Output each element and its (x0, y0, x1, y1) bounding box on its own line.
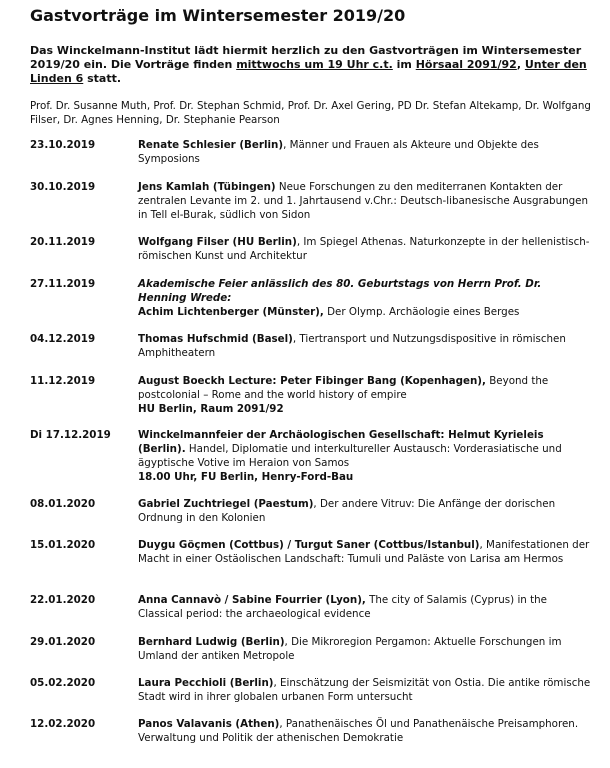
lecture-speaker: Thomas Hufschmid (Basel) (138, 333, 293, 345)
lecture-date: 04.12.2019 (30, 333, 96, 345)
lecture-description (138, 676, 592, 704)
lecture-topic: , Panathenäisches Öl und Panathenäische Preisamphoren. Verwaltung und Politik der athenischen Demokratie (138, 718, 579, 744)
lecture-topic: The city of Salamis (Cyprus) in the Classical period: the archaeological evidence (138, 594, 548, 620)
lecture-date: 23.10.2019 (30, 139, 96, 151)
lecture-description (138, 538, 592, 566)
lecture-description (138, 593, 592, 621)
organizers-list: Prof. Dr. Susanne Muth, Prof. Dr. Stephan Schmid, Prof. Dr. Axel Gering, PD Dr. Stefan Altekamp, Dr. Wolfgang Filser, Dr. Agnes Henning, Dr. Stephanie Pearson (30, 100, 591, 126)
lecture-description (138, 277, 592, 319)
lecture-date: 12.02.2020 (30, 718, 96, 730)
lecture-topic: Neue Forschungen zu den mediterranen Kontakten der zentralen Levante im 2. und 1. Jahrtausend v.Chr.: Deutsch-libanesische Ausgrabungen in Tell el-Burak, südlich von Sidon (138, 181, 589, 221)
lecture-topic: , Einschätzung der Seismizität von Ostia. Die antike römische Stadt wird in ihrer globalen urbanen Form untersucht (138, 677, 591, 703)
lecture-event: Akademische Feier anlässlich des 80. Geburtstags von Herrn Prof. Dr. Henning Wrede: (138, 278, 542, 304)
page-title: Gastvorträge im Wintersemester 2019/20 (30, 6, 406, 25)
lecture-speaker: Wolfgang Filser (HU Berlin) (138, 236, 297, 248)
lecture-description (138, 635, 592, 663)
lecture-venue: HU Berlin, Raum 2091/92 (138, 403, 284, 415)
intro-room: Hörsaal 2091/92 (415, 58, 517, 71)
lecture-date: Di 17.12.2019 (30, 429, 111, 441)
lecture-description (138, 235, 592, 263)
lecture-speaker: Achim Lichtenberger (Münster), (138, 306, 324, 318)
lecture-description (138, 180, 592, 222)
lecture-topic: , Der andere Vitruv: Die Anfänge der dorischen Ordnung in den Kolonien (138, 498, 556, 524)
lecture-date: 08.01.2020 (30, 498, 96, 510)
lecture-speaker: Gabriel Zuchtriegel (Paestum) (138, 498, 314, 510)
lecture-date: 27.11.2019 (30, 278, 96, 290)
lecture-venue: 18.00 Uhr, FU Berlin, Henry-Ford-Bau (138, 471, 354, 483)
lecture-description (138, 374, 592, 416)
lecture-speaker: Laura Pecchioli (Berlin) (138, 677, 274, 689)
lecture-speaker: Bernhard Ludwig (Berlin) (138, 636, 285, 648)
lecture-description (138, 497, 592, 525)
lecture-description (138, 717, 592, 745)
lecture-topic: Beyond the postcolonial – Rome and the world history of empire (138, 375, 549, 401)
intro-text: Das Winckelmann-Institut lädt hiermit herzlich zu den Gastvorträgen im Wintersemester 2019/20 ein. Die Vorträge finden (30, 44, 582, 71)
lecture-speaker: Panos Valavanis (Athen) (138, 718, 280, 730)
lecture-date: 11.12.2019 (30, 375, 96, 387)
lecture-speaker: Renate Schlesier (Berlin) (138, 139, 284, 151)
lecture-speaker: Winckelmannfeier der Archäologischen Gesellschaft: Helmut Kyrieleis (Berlin). (138, 429, 544, 455)
intro-text: statt. (83, 72, 122, 85)
lecture-date: 15.01.2020 (30, 539, 96, 551)
lecture-topic: , Tiertransport und Nutzungsdispositive in römischen Amphitheatern (138, 333, 566, 359)
lecture-speaker: Duygu Göçmen (Cottbus) / Turgut Saner (Cottbus/Istanbul) (138, 539, 480, 551)
intro-time: mittwochs um 19 Uhr c.t. (236, 58, 393, 71)
lecture-description (138, 332, 592, 360)
intro-paragraph (30, 44, 596, 86)
lecture-speaker: August Boeckh Lecture: Peter Fibinger Bang (Kopenhagen), (138, 375, 486, 387)
lecture-date: 22.01.2020 (30, 594, 96, 606)
lecture-date: 20.11.2019 (30, 236, 96, 248)
lecture-topic: , Im Spiegel Athenas. Naturkonzepte in der hellenistisch-römischen Kunst und Architektur (138, 236, 590, 262)
lecture-speaker: Anna Cannavò / Sabine Fourrier (Lyon), (138, 594, 366, 606)
lecture-description (138, 138, 592, 166)
intro-text: im (392, 58, 416, 71)
lecture-topic: , Manifestationen der Macht in einer Ostäolischen Landschaft: Tumuli und Paläste von Larisa am Hermos (138, 539, 590, 565)
lecture-date: 05.02.2020 (30, 677, 96, 689)
lecture-speaker: Jens Kamlah (Tübingen) (138, 181, 276, 193)
lecture-topic: Der Olymp. Archäologie eines Berges (323, 306, 520, 318)
lecture-description (138, 428, 592, 484)
lecture-date: 29.01.2020 (30, 636, 96, 648)
lecture-date: 30.10.2019 (30, 181, 96, 193)
lecture-topic: Handel, Diplomatie und interkultureller Austausch: Vorderasiatische und ägyptische Votive im Heraion von Samos (138, 443, 562, 469)
lecture-topic: , Die Mikroregion Pergamon: Aktuelle Forschungen im Umland der antiken Metropole (138, 636, 562, 662)
intro-text: , (516, 58, 525, 71)
intro-address: Unter den Linden 6 (30, 58, 587, 85)
lecture-topic: , Männer und Frauen als Akteure und Objekte des Symposions (138, 139, 539, 165)
